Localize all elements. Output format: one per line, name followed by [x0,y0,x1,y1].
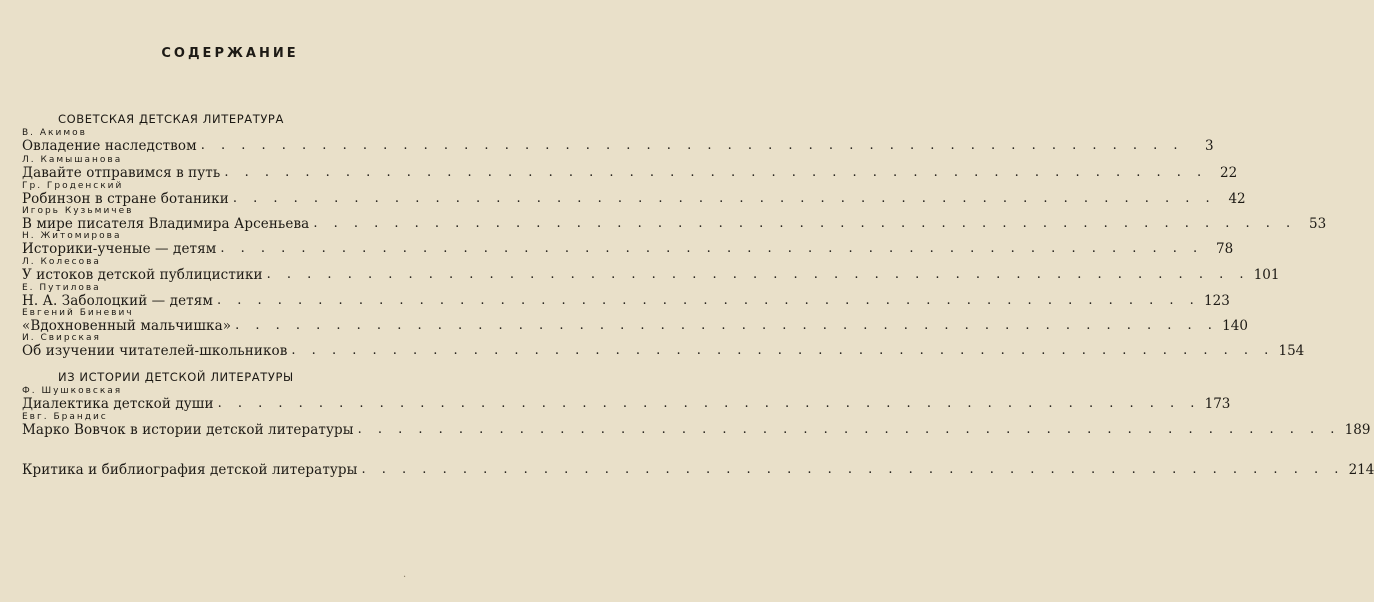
entry-title: Об изучении читателей-школьников [22,343,288,359]
page-number: 101 [1253,267,1280,283]
dot-leader: . . . . . . . . . . . . . . . . . . . . . . . . . . . . . . . . . . . . . . . . . . . . . . . . . [217,396,1201,411]
entry-line [22,191,1246,207]
entry-title: Н. А. Заболоцкий — детям [22,293,213,309]
entry-title: В мире писателя Владимира Арсеньева [22,216,310,232]
dot-leader: . . . . . . . . . . . . . . . . . . . . . . . . . . . . . . . . . . . . . . . . . . . . . . . . . [224,165,1208,180]
toc-entry [22,206,1327,232]
entry-line [22,462,1374,478]
page-number: 42 [1228,191,1246,207]
entry-author: И. Свирская [22,333,101,343]
page-number: 154 [1278,343,1305,359]
contents-title: СОДЕРЖАНИЕ [161,46,299,61]
section-heading-soviet: СОВЕТСКАЯ ДЕТСКАЯ ЛИТЕРАТУРА [58,112,284,126]
toc-entry [22,452,1374,478]
entry-title: Давайте отправимся в путь [22,165,221,181]
dot-leader: . . . . . . . . . . . . . . . . . . . . . . . . . . . . . . . . . . . . . . . . . . . . . . . . . [313,216,1297,231]
entry-line [22,138,1214,154]
dot-leader: . . . . . . . . . . . . . . . . . . . . . . . . . . . . . . . . . . . . . . . . . . . . . . . . . [235,318,1218,333]
entry-line [22,396,1231,412]
toc-entry [22,231,1234,257]
page-number: 78 [1215,241,1234,257]
dot-leader: . . . . . . . . . . . . . . . . . . . . . . . . . . . . . . . . . . . . . . . . . . . . . . . . . [216,293,1200,308]
toc-entry [22,412,1371,438]
entry-title: Марко Вовчок в истории детской литературы [22,422,354,438]
entry-title: У истоков детской публицистики [22,267,263,283]
entry-author: Гр. Гроденский [22,181,124,191]
entry-author [22,452,394,462]
entry-title: Историки-ученые — детям [22,241,217,257]
entry-line [22,318,1248,334]
toc-entry [22,257,1280,283]
dot-leader: . . . . . . . . . . . . . . . . . . . . . . . . . . . . . . . . . . . . . . . . . . . . . . . . . [291,343,1275,358]
entry-author: Н. Житомирова [22,231,122,241]
page-edge-mark: · [403,572,407,583]
dot-leader: . . . . . . . . . . . . . . . . . . . . . . . . . . . . . . . . . . . . . . . . . . . . . . . . . [357,422,1341,437]
entry-author: Л. Камышанова [22,155,123,165]
entry-line [22,165,1238,181]
toc-entry [22,308,1248,334]
page-number: 53 [1308,216,1327,232]
entry-author: Л. Колесова [22,257,101,267]
dot-leader: . . . . . . . . . . . . . . . . . . . . . . . . . . . . . . . . . . . . . . . . . . . . . . . . . [361,462,1345,477]
entry-author: Евг. Брандис [22,412,108,422]
dot-leader: . . . . . . . . . . . . . . . . . . . . . . . . . . . . . . . . . . . . . . . . . . . . . . . . . [232,191,1216,206]
page-number: 123 [1204,293,1230,309]
dot-leader: . . . . . . . . . . . . . . . . . . . . . . . . . . . . . . . . . . . . . . . . . . . . . . . . . [220,241,1204,256]
toc-entry [22,181,1246,207]
entry-author: Е. Путилова [22,283,101,293]
toc-entry [22,128,1214,154]
dot-leader: . . . . . . . . . . . . . . . . . . . . . . . . . . . . . . . . . . . . . . . . . . . . . . . . . [200,138,1184,153]
toc-entry [22,155,1238,181]
entry-line [22,293,1230,309]
entry-title: «Вдохновенный мальчишка» [22,318,232,334]
entry-author: Ф. Шушковская [22,386,123,396]
page-number: 140 [1222,318,1248,334]
entry-author: Игорь Кузьмичев [22,206,134,216]
page-number: 3 [1204,138,1214,154]
dot-leader: . . . . . . . . . . . . . . . . . . . . . . . . . . . . . . . . . . . . . . . . . . . . . . . . . [266,267,1250,282]
page-number: 22 [1219,165,1238,181]
entry-author: В. Акимов [22,128,87,138]
entry-title: Овладение наследством [22,138,197,154]
entry-author: Евгений Биневич [22,308,134,318]
entry-line [22,343,1305,359]
toc-entry [22,333,1305,359]
entry-line [22,267,1280,283]
section-heading-history: ИЗ ИСТОРИИ ДЕТСКОЙ ЛИТЕРАТУРЫ [58,370,294,384]
toc-entry [22,283,1230,309]
page-number: 214 [1348,462,1374,478]
entry-line [22,241,1234,257]
entry-title: Диалектика детской души [22,396,214,412]
entry-title: Критика и библиография детской литературы [22,462,358,478]
entry-line [22,216,1327,232]
page-number: 189 [1344,422,1371,438]
page-number: 173 [1204,396,1231,412]
entry-line [22,422,1371,438]
toc-entry [22,386,1231,412]
entry-title: Робинзон в стране ботаники [22,191,229,207]
